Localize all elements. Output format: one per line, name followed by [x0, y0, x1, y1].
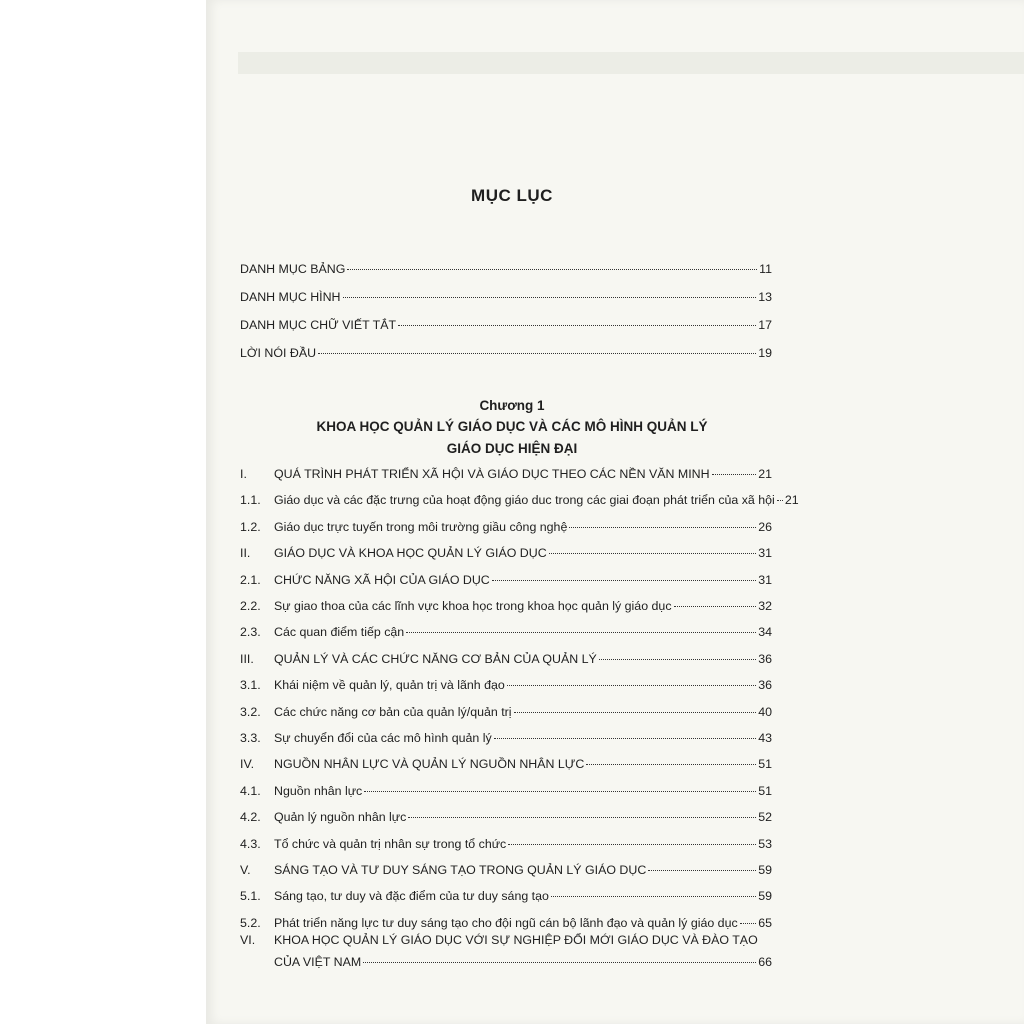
toc-entry-number: VI. [240, 933, 256, 947]
toc-entry-label: Giáo dục trực tuyến trong môi trường giầu công nghệ [274, 519, 568, 534]
toc-entry-label: LỜI NÓI ĐẦU [240, 346, 317, 360]
toc-entry-page: 53 [758, 836, 772, 851]
bleed-through-header [238, 52, 1024, 74]
leader-dots [398, 325, 756, 326]
toc-entry-page: 21 [784, 493, 799, 508]
toc-entry-number: V. [240, 863, 251, 877]
toc-entry[interactable] [240, 493, 799, 515]
toc-entry-number: 5.1. [240, 889, 261, 904]
toc-entry[interactable] [240, 573, 772, 595]
leader-dots [492, 580, 756, 581]
toc-entry-page: 36 [758, 651, 772, 666]
toc-entry-page: 26 [758, 519, 772, 534]
toc-entry-label: DANH MỤC BẢNG [240, 262, 346, 276]
leader-dots [364, 791, 756, 792]
leader-dots [712, 474, 757, 475]
toc-entry-number: IV. [240, 757, 255, 772]
toc-entry-page: 36 [758, 678, 772, 693]
toc-entry[interactable] [240, 863, 772, 885]
toc-entry-number: 5.2. [240, 915, 261, 930]
toc-entry-label: Sự chuyển đổi của các mô hình quản lý [274, 731, 492, 745]
toc-entry-label: Các quan điểm tiếp cận [274, 625, 405, 640]
toc-entry[interactable] [240, 731, 772, 753]
toc-entry-page: 34 [758, 625, 772, 640]
front-matter-item[interactable] [240, 346, 772, 368]
toc-entry-page: 11 [759, 262, 772, 276]
toc-entry-label: Nguồn nhân lực [274, 783, 363, 798]
toc-entry-number: III. [240, 651, 254, 666]
toc-entry-number: 3.3. [240, 731, 261, 745]
toc-entry-label: GIÁO DỤC VÀ KHOA HỌC QUẢN LÝ GIÁO DỤC [274, 546, 547, 561]
toc-entry[interactable] [240, 810, 772, 832]
leader-dots [343, 297, 757, 298]
toc-entry-number: I. [240, 467, 247, 481]
toc-entry-page: 40 [758, 704, 772, 719]
toc-entry-label: DANH MỤC CHỮ VIẾT TẮT [240, 318, 397, 332]
toc-entry-label: DANH MỤC HÌNH [240, 290, 341, 304]
toc-entry-label: Các chức năng cơ bản của quản lý/quản trị [274, 704, 512, 719]
toc-entry-label: Sáng tạo, tư duy và đặc điểm của tư duy sáng tạo [274, 889, 549, 904]
toc-entry-number: 4.2. [240, 810, 261, 825]
toc-entry-number: 2.3. [240, 625, 261, 640]
toc-entry-label: Quản lý nguồn nhân lực [274, 810, 407, 825]
toc-entry-number: 2.1. [240, 572, 261, 587]
toc-entry[interactable] [240, 652, 772, 674]
leader-dots [569, 527, 756, 528]
toc-entry-last-line2[interactable] [240, 955, 772, 977]
leader-dots [674, 606, 757, 607]
toc-entry[interactable] [240, 757, 772, 779]
toc-entry-label: KHOA HỌC QUẢN LÝ GIÁO DỤC VỚI SỰ NGHIỆP ĐỔI MỚI GIÁO DỤC VÀ ĐÀO TẠO [274, 933, 758, 947]
toc-entry-page: 65 [758, 915, 772, 930]
leader-dots [514, 712, 757, 713]
leader-dots [740, 923, 757, 924]
front-matter-item[interactable] [240, 290, 772, 312]
leader-dots [586, 764, 756, 765]
toc-entry-label: CHỨC NĂNG XÃ HỘI CỦA GIÁO DỤC [274, 572, 490, 587]
toc-entry-number: 3.2. [240, 704, 261, 719]
toc-entry-page: 59 [758, 889, 772, 904]
toc-entry-page: 66 [758, 955, 772, 969]
toc-entry-number: 3.1. [240, 678, 261, 693]
toc-entry-last-line1[interactable] [240, 933, 772, 947]
leader-dots [551, 896, 756, 897]
toc-entry-label: CỦA VIỆT NAM [274, 955, 362, 969]
toc-entry-label: QUÁ TRÌNH PHÁT TRIỂN XÃ HỘI VÀ GIÁO DỤC THEO CÁC NỀN VĂN MINH [274, 467, 710, 481]
leader-dots [508, 844, 756, 845]
toc-entry-page: 13 [758, 290, 772, 304]
chapter-number: Chương 1 [479, 398, 545, 413]
leader-dots [507, 685, 756, 686]
toc-entry-page: 32 [758, 599, 772, 613]
toc-entry-label: QUẢN LÝ VÀ CÁC CHỨC NĂNG CƠ BẢN CỦA QUẢN LÝ [274, 651, 597, 666]
toc-entry-label: Sự giao thoa của các lĩnh vực khoa học trong khoa học quản lý giáo dục [274, 599, 672, 613]
leader-dots [494, 738, 757, 739]
leader-dots [599, 659, 756, 660]
toc-entry-label: Phát triển năng lực tư duy sáng tạo cho đội ngũ cán bộ lãnh đạo và quản lý giáo dục [274, 915, 738, 930]
toc-entry-page: 31 [758, 572, 772, 587]
front-matter-item[interactable] [240, 318, 772, 340]
toc-entry-number: 2.2. [240, 599, 261, 613]
toc-entry[interactable] [240, 625, 772, 647]
toc-entry[interactable] [240, 520, 772, 542]
leader-dots [347, 269, 757, 270]
leader-dots [777, 500, 783, 501]
toc-entry-page: 43 [758, 731, 772, 745]
toc-entry-page: 17 [758, 318, 772, 332]
leader-dots [648, 870, 756, 871]
leader-dots [318, 353, 756, 354]
toc-entry-label: Giáo dục và các đặc trưng của hoạt động giáo duc trong các giai đoạn phát triển của xã hội [274, 493, 775, 508]
leader-dots [549, 553, 757, 554]
toc-entry-number: 1.1. [240, 493, 261, 508]
toc-entry[interactable] [240, 784, 772, 806]
toc-entry-page: 21 [758, 467, 772, 481]
chapter-title-line1: KHOA HỌC QUẢN LÝ GIÁO DỤC VÀ CÁC MÔ HÌNH QUẢN LÝ [316, 419, 708, 434]
toc-entry-page: 52 [758, 810, 772, 825]
toc-entry-page: 51 [758, 783, 772, 798]
toc-entry-label: Khái niệm về quản lý, quản trị và lãnh đạo [274, 678, 505, 693]
toc-entry-label: Tổ chức và quản trị nhân sự trong tổ chức [274, 836, 507, 851]
toc-entry[interactable] [240, 599, 772, 621]
page-title: MỤC LỤC [471, 186, 553, 205]
toc-entry-number: II. [240, 546, 251, 561]
leader-dots [363, 962, 756, 963]
toc-entry-page: 59 [758, 863, 772, 877]
leader-dots [406, 632, 756, 633]
toc-entry-page: 19 [758, 346, 772, 360]
toc-entry[interactable] [240, 837, 772, 859]
chapter-title-line2: GIÁO DỤC HIỆN ĐẠI [446, 441, 578, 456]
toc-entry[interactable] [240, 889, 772, 911]
toc-entry[interactable] [240, 546, 772, 568]
toc-entry[interactable] [240, 467, 772, 489]
toc-entry-number: 4.3. [240, 836, 261, 851]
toc-entry-label: NGUỒN NHÂN LỰC VÀ QUẢN LÝ NGUỒN NHÂN LỰC [274, 757, 585, 772]
front-matter-item[interactable] [240, 262, 772, 284]
leader-dots [408, 817, 756, 818]
toc-entry-number: 4.1. [240, 783, 261, 798]
toc-entry-label: SÁNG TẠO VÀ TƯ DUY SÁNG TẠO TRONG QUẢN LÝ GIÁO DỤC [274, 863, 647, 877]
toc-entry[interactable] [240, 705, 772, 727]
toc-entry[interactable] [240, 678, 772, 700]
toc-entry-page: 51 [758, 757, 772, 772]
toc-entry-number: 1.2. [240, 519, 261, 534]
toc-entry-page: 31 [758, 546, 772, 561]
